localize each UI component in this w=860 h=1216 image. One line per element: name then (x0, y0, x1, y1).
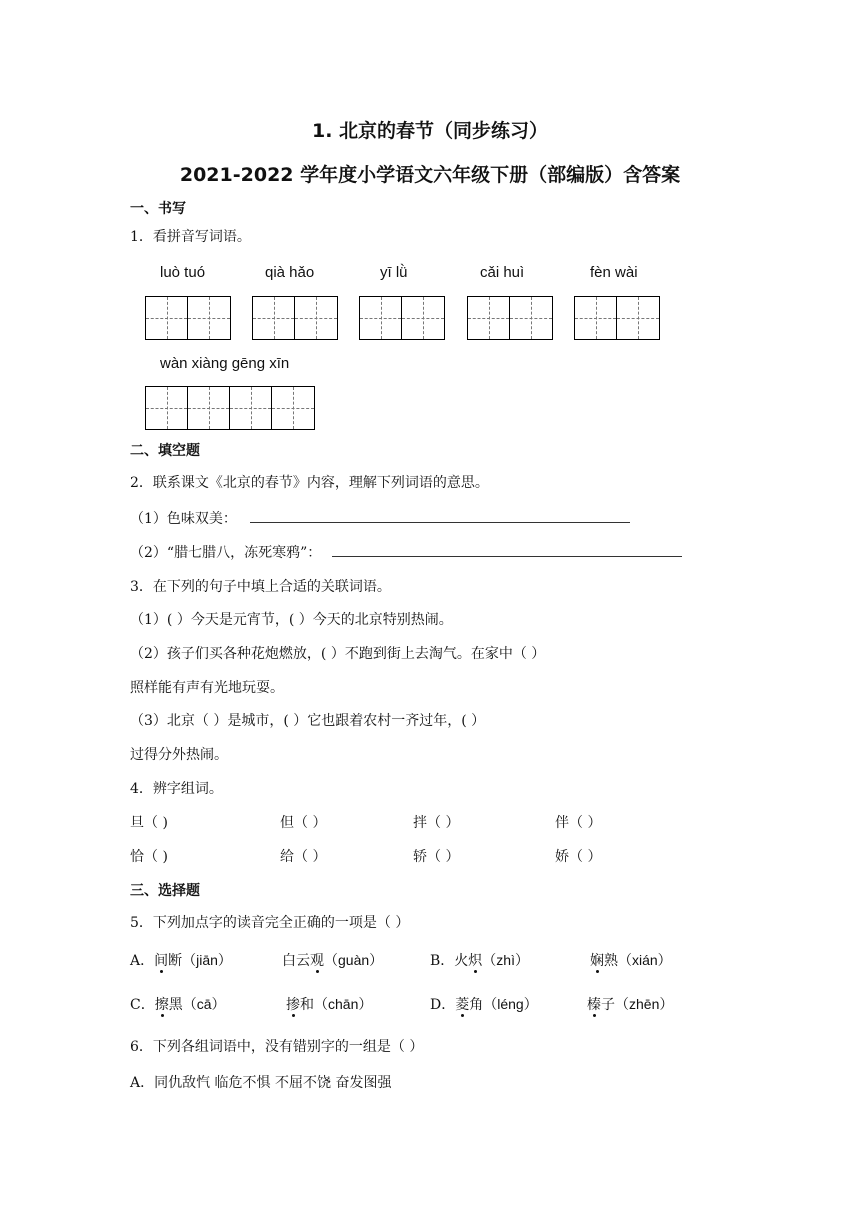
question-2-2: （2）“腊七腊八，冻死寒鸦”： (130, 545, 322, 561)
question-2-1: （1）色味双美： (130, 511, 237, 527)
emphasis-dot-char: 菱 (455, 997, 470, 1013)
option-d-word-1: D．菱角（léng） (430, 996, 538, 1013)
answer-line[interactable] (250, 522, 630, 523)
emphasis-dot-char: 炽 (468, 953, 483, 969)
emphasis-dot-char: 榛 (587, 997, 601, 1013)
question-3: 3．在下列的句子中填上合适的关联词语。 (130, 579, 391, 595)
question-1: 1．看拼音写词语。 (130, 229, 251, 245)
writing-grid[interactable] (145, 296, 231, 340)
pinyin-2: qià hǎo (265, 264, 315, 281)
writing-grid[interactable] (574, 296, 660, 340)
option-a-word-2: 白云观（guàn） (282, 952, 384, 969)
option-b-word-1: B．火炽（zhì） (430, 952, 529, 969)
emphasis-dot-char: 间 (154, 953, 169, 969)
pinyin-3: yī lǜ (380, 264, 408, 281)
option-d-word-2: 榛子（zhēn） (587, 996, 674, 1013)
option-a-word-1: A．间断（jiān） (130, 952, 232, 969)
option-c-word-1: C．擦黑（cā） (130, 996, 226, 1013)
option-a: A．同仇敌忾 临危不惧 不屈不饶 奋发图强 (130, 1075, 392, 1091)
writing-grid[interactable] (359, 296, 445, 340)
section-heading-writing: 一、书写 (130, 201, 186, 217)
question-3-2: （2）孩子们买各种花炮燃放，( ）不跑到街上去淘气。在家中（ ） (130, 646, 546, 662)
emphasis-dot-char: 娴 (590, 953, 604, 969)
pinyin-5: fèn wài (590, 264, 638, 281)
char-group-item: 旦（ ) (130, 815, 168, 831)
emphasis-dot-char: 掺 (286, 997, 300, 1013)
question-3-1: （1）( ）今天是元宵节，( ）今天的北京特别热闹。 (130, 612, 453, 628)
pinyin-4: cǎi huì (480, 264, 525, 281)
question-3-3: （3）北京（ ）是城市，( ）它也跟着农村一齐过年，( ） (130, 713, 486, 729)
writing-grid[interactable] (467, 296, 553, 340)
question-5: 5．下列加点字的读音完全正确的一项是（ ） (130, 915, 410, 931)
section-heading-fill: 二、填空题 (130, 443, 200, 459)
emphasis-dot-char: 擦 (154, 997, 169, 1013)
section-heading-choice: 三、选择题 (130, 883, 200, 899)
writing-grid[interactable] (145, 386, 315, 430)
question-3-3-cont: 过得分外热闹。 (130, 747, 228, 763)
page-title: 1. 北京的春节（同步练习） (311, 120, 549, 142)
char-group-item: 伴（ ） (555, 815, 602, 831)
char-group-item: 娇（ ） (555, 849, 602, 865)
char-group-item: 但（ ） (280, 815, 327, 831)
pinyin-1: luò tuó (160, 264, 206, 281)
page-subtitle: 2021-2022 学年度小学语文六年级下册（部编版）含答案 (179, 164, 681, 186)
char-group-item: 拌（ ） (413, 815, 460, 831)
option-c-word-2: 掺和（chān） (286, 996, 373, 1013)
char-group-item: 给（ ） (280, 849, 327, 865)
answer-line[interactable] (332, 556, 682, 557)
char-group-item: 恰（ ) (130, 849, 168, 865)
question-3-2-cont: 照样能有声有光地玩耍。 (130, 680, 284, 696)
question-4: 4．辨字组词。 (130, 781, 223, 797)
char-group-item: 轿（ ） (413, 849, 460, 865)
question-2: 2．联系课文《北京的春节》内容，理解下列词语的意思。 (130, 475, 489, 491)
pinyin-6: wàn xiàng gēng xīn (160, 355, 290, 372)
option-b-word-2: 娴熟（xián） (590, 952, 672, 969)
emphasis-dot-char: 观 (310, 953, 324, 969)
question-6: 6．下列各组词语中，没有错别字的一组是（ ） (130, 1039, 424, 1055)
writing-grid[interactable] (252, 296, 338, 340)
